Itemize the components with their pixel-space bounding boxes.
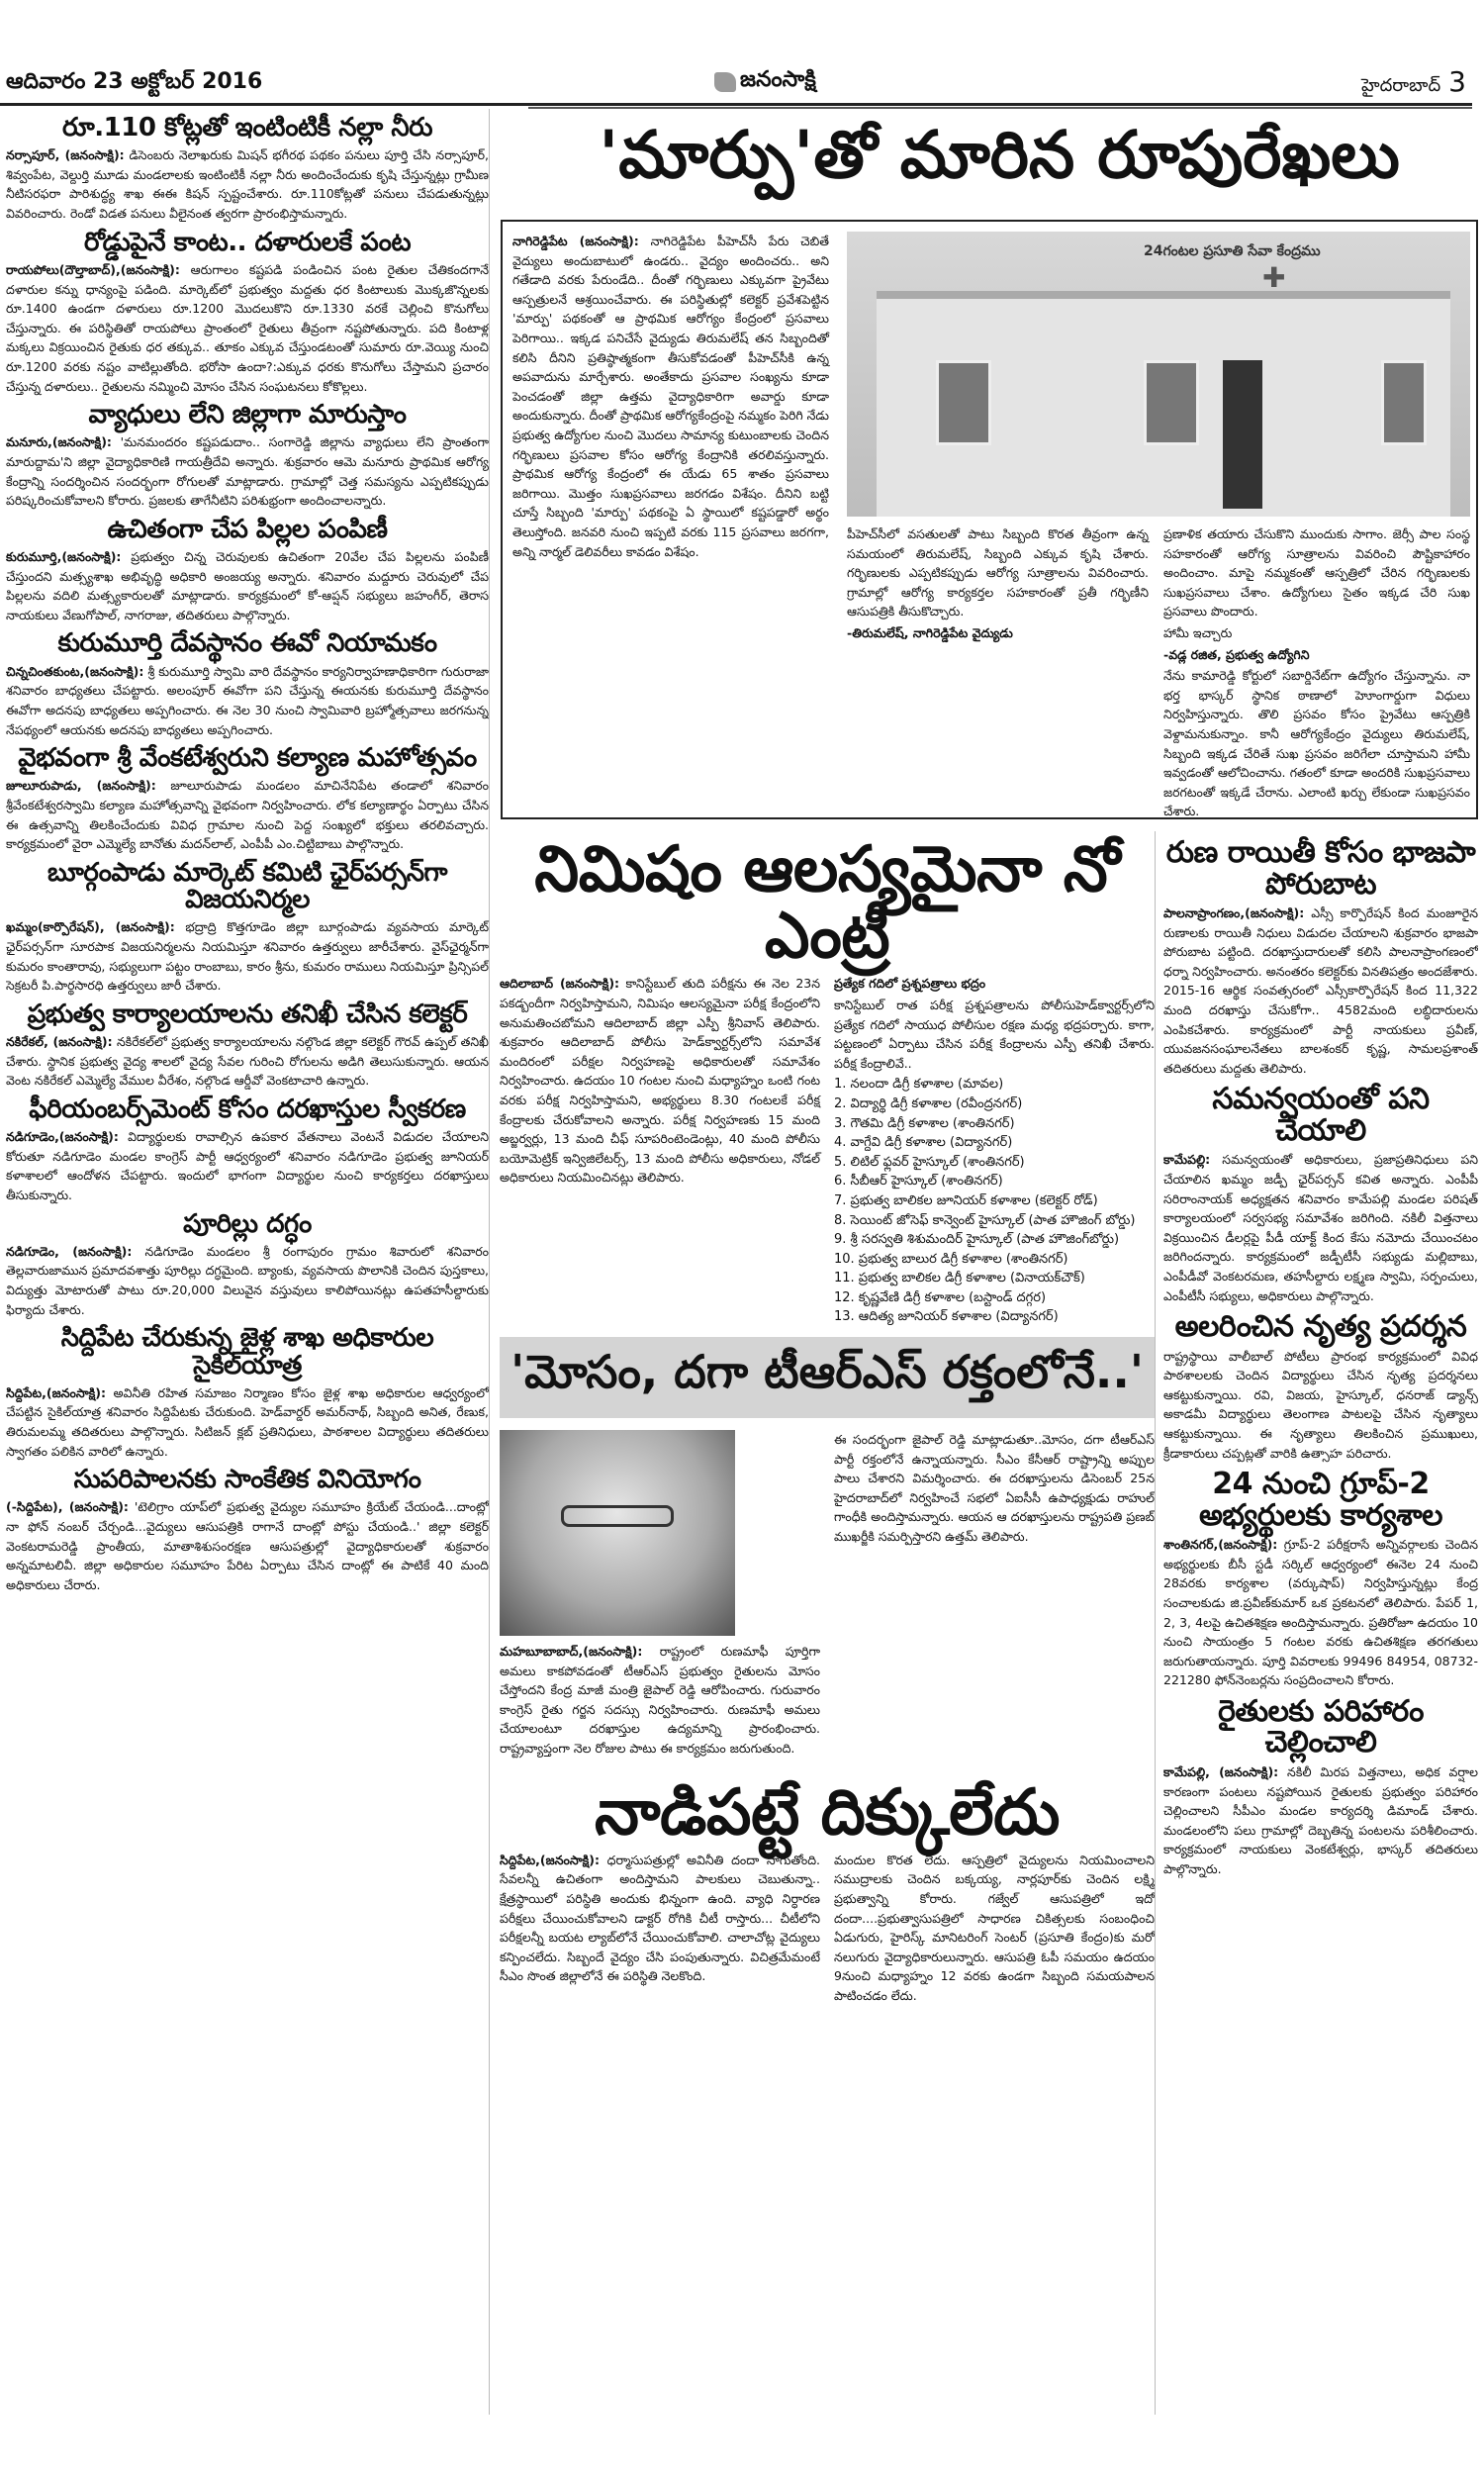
photo-window bbox=[1381, 360, 1427, 445]
article-text: ప్రభుత్వం చిన్న చెరువులకు ఉచితంగా 20వేల చేప పిల్లలను పంపిణీ చేస్తుందని మత్స్యశాఖ అభివృద్ధి అధికారి అంజయ్య అన్నారు. శనివారం మద్దూరు చెరువులో చేప పిల్లలను వదిలి మత్స్యకారులతో మాట్లాడారు. కార్యక్రమంలో కో-ఆప్షన్ సభ్యులు జహంగీర్, తెరాస నాయకులు వేణుగోపాల్, నాగరాజు, తదితరులు పాల్గొన్నారు. bbox=[6, 549, 489, 622]
page-number: 3 bbox=[1448, 65, 1466, 98]
article-text: డిసెంబరు నెలాఖరుకు మిషన్ భగీరథ పథకం పనులు పూర్తి చేసి నర్సాపూర్, శివ్వంపేట, వెల్దుర్తి మూడు మండలాలకు ఇంటింటికీ నల్లా నీరు అందించేందుకు కృషి చేస్తున్నట్లు గ్రామీణ నీటిసరఫరా పారిశుద్ధ్య శాఖ ఈఈ కిషన్ స్పష్టంచేశారు. రూ.110కోట్లతో పనులు చేపడుతున్నట్లు వివరించారు. రెండో విడత పనులు వీలైనంత త్వరగా ప్రారంభిస్తామన్నారు. bbox=[6, 147, 489, 222]
article-body bbox=[6, 1497, 489, 1594]
exam-centre-item: 10. ప్రభుత్వ బాలుర డిగ్రీ కళాశాల (శాంతినగర్) bbox=[834, 1251, 1068, 1267]
article-body bbox=[1163, 1762, 1478, 1879]
exam-centre-item: 2. విద్యార్థి డిగ్రీ కళాశాల (రవీంద్రనగర్) bbox=[834, 1095, 1023, 1111]
article bbox=[6, 514, 489, 625]
lead-story bbox=[501, 220, 1478, 819]
article-body bbox=[6, 776, 489, 853]
masthead bbox=[0, 0, 1484, 107]
lead-headline: 'మార్పు'తో మారిన రూపురేఖలు bbox=[599, 117, 1400, 193]
photo-signboard: 24గంటల ప్రసూతి సేవా కేంద్రము bbox=[1144, 243, 1321, 259]
article-headline: రుణ రాయితీ కోసం భాజపా పోరుబాట bbox=[1165, 835, 1476, 902]
article-dateline: ఆదిలాబాద్ (జనంసాక్షి): bbox=[500, 976, 620, 992]
article-headline: వ్యాధులు లేని జిల్లాగా మారుస్తాం bbox=[88, 400, 407, 430]
article-text: ఈ సందర్భంగా జైపాల్ రెడ్డి మాట్లాడుతూ..మోసం, దగా టీఆర్ఎస్ పార్టీ రక్తంలోనే ఉన్నాయన్నారు. సీఎం కేసీఆర్ రాష్ట్రాన్ని అప్పుల పాలు చేశారని విమర్శించారు. ఈ దరఖాస్తులను డిసెంబర్ 25న హైదరాబాద్‌లో నిర్వహించే సభలో ఏఐసీసీ ఉపాధ్యక్షుడు రాహుల్ గాంధీకి అందిస్తామన్నారు. ఆయన ఆ దరఖాస్తులను రాష్ట్రపతి ప్రణబ్ ముఖర్జీకి సమర్పిస్తారని ఉత్తమ్ తెలిపారు. bbox=[834, 1432, 1155, 1545]
article-headline: ప్రభుత్వ కార్యాలయాలను తనిఖీ చేసిన కలెక్టర్ bbox=[27, 999, 468, 1029]
article bbox=[6, 1096, 489, 1205]
issue-date: ఆదివారం 23 అక్టోబర్ 2016 bbox=[6, 69, 263, 94]
article-dateline: రాయపోలు(దౌల్తాబాద్),(జనంసాక్షి): bbox=[6, 261, 180, 277]
article-headline: సమన్వయంతో పని చేయాలి bbox=[1212, 1082, 1430, 1148]
article-text: శ్రీ కురుమూర్తి స్వామి వారి దేవస్థానం కార్యనిర్వాహణాధికారిగా గురురాజా శనివారం బాధ్యతలు చేపట్టారు. అలంపూర్ ఈవోగా పని చేస్తున్న ఈయనకు కురుమూర్తి దేవస్థానం ఈవోగా అదనపు బాధ్యతలు అప్పగించారు. ఈ నెల 30 నుంచి స్వామివారి బ్రహ్మోత్సవాలు జరగనున్న నేపథ్యంలో ఆయనకు అదనపు బాధ్యతలు అప్పగించారు. bbox=[6, 663, 489, 737]
article-trs bbox=[500, 1337, 1155, 1760]
article-text: భద్రాద్రి కొత్తగూడెం జిల్లా బూర్గంపాడు వ్యవసాయ మార్కెట్ ఛైర్‌పర్సన్‌గా సూరపాక విజయనిర్మలను నియమిస్తూ శనివారం ఉత్తర్వులు జారీచేశారు. వైస్‌ఛైర్మన్‌గా కుమరం కాంతారావు, సభ్యులుగా పట్టం రాంబాబు, కారం శ్రీను, కుమరం రాములు నియమిస్తూ ప్రిన్సిపల్ సెక్రటరీ పి.పార్థసారధి ఉత్తర్వులు జారీ చేశారు. bbox=[6, 919, 489, 994]
article-body bbox=[1163, 904, 1478, 1078]
article-headline: 24 నుంచి గ్రూప్-2 అభ్యర్థులకు కార్యశాల bbox=[1198, 1467, 1443, 1533]
article-text: సమన్వయంతో అధికారులు, ప్రజాప్రతినిధులు పని చేయాలిన ఖమ్మం జడ్పీ ఛైర్‌పర్సన్ కవిత అన్నారు. ఎంపీపీ సరిరాంనాయక్ అధ్యక్షతన శనివారం కామేపల్లి మండల పరిషత్ కార్యాలయంలో సర్వసభ్య సమావేశం జరిగింది. నకిలీ విత్తనాలు విక్రయించిన డీలర్లపై పీడీ యాక్ట్ కింద కేసు నమోదు చేయించటం జరిగిందన్నారు. కార్యక్రమంలో జడ్పీటీసీ సభ్యుడు మల్లిబాబు, ఎంపీడీవో వెంకటరమణ, తహసీల్దారు లక్ష్మణ స్వామి, సర్పంచులు, ఎంపీటీసీ సభ్యులు, అధికారులు పాల్గొన్నారు. bbox=[1163, 1152, 1478, 1303]
article-headline: పూరిల్లు దగ్ధం bbox=[183, 1208, 312, 1239]
article-body bbox=[6, 1032, 489, 1091]
exam-centre-item: 1. నలందా డిగ్రీ కళాశాల (మావల) bbox=[834, 1077, 1004, 1093]
article-headline: నాడిపట్టే దిక్కులేదు bbox=[595, 1775, 1060, 1850]
article-dateline: పాలనాప్రాంగణం,(జనంసాక్షి): bbox=[1163, 905, 1305, 920]
article-body bbox=[6, 1242, 489, 1319]
lead-dateline: నాగిరెడ్డిపేట (జనంసాక్షి): bbox=[512, 234, 639, 248]
article-subhead: ప్రత్యేక గదిలో ప్రశ్నపత్రాలు భద్రం bbox=[834, 976, 986, 992]
article-text: మందుల కొరత లేదు. ఆస్పత్రిలో వైద్యులను నియమించాలని సముద్రాలకు చెందిన బక్కయ్య, నార్లపూర్‌కు చెందిన లక్ష్మి ప్రభుత్వాన్ని కోరారు. గజ్వేల్ ఆసుపత్రిలో ఇదో దందా....ప్రభుత్వాసుపత్రిలో సాధారణ చికిత్సలకు సంబంధించి ఏడుగురు, హైరిస్క్ మానిటరింగ్ సెంటర్ (ప్రసూతి కేంద్రం)కు మరో నలుగురు వైద్యాధికారులున్నారు. ఆసుపత్రి ఓపీ సమయం ఉదయం 9నుంచి మధ్యాహ్నం 12 వరకు ఉండగా సిబ్బంది సమయపాలన పాటించడం లేదు. bbox=[834, 1852, 1155, 2003]
article-text: నకిలీ మిరప విత్తనాలు, అధిక వర్షాల కారణంగా పంటలు నష్టపోయిన రైతులకు ప్రభుత్వం పరిహారం చెల్లించాలని సీపీఎం మండల కార్యదర్శి డిమాండ్ చేశారు. మండలంలోని పలు గ్రామాల్లో దెబ్బతిన్న పంటలను పరిశీలించారు. కార్యక్రమంలో నాయకులు వెంకటేశ్వర్లు, భాస్కర్ తదితరులు పాల్గొన్నారు. bbox=[1163, 1763, 1478, 1876]
article-headline: నిమిషం ఆలస్యమైనా నో ఎంట్రీ bbox=[534, 833, 1120, 974]
lead-body-col2 bbox=[847, 524, 1149, 645]
article-dateline: నడిగూడెం, (జనంసాక్షి): bbox=[6, 1243, 133, 1259]
exam-centre-item: 8. సెయింట్ జోసెఫ్ కాన్వెంట్ హైస్కూల్ (పాత హౌజింగ్ బోర్డు) bbox=[834, 1212, 1136, 1228]
article bbox=[6, 1001, 489, 1091]
article-body bbox=[1163, 1347, 1478, 1464]
article-dateline: కామేపల్లి: bbox=[1163, 1152, 1211, 1168]
article bbox=[6, 115, 489, 224]
edition-city: హైదరాబాద్ bbox=[1361, 75, 1441, 96]
lead-body-col3 bbox=[1163, 524, 1470, 823]
exam-centre-item: 7. ప్రభుత్వ బాలికల జూనియర్ కళాశాల (కలెక్టర్ రోడ్) bbox=[834, 1192, 1098, 1208]
exam-centre-item: 12. కృష్ణవేణి డిగ్రీ కళాశాల (బస్టాండ్ దగ్గర) bbox=[834, 1289, 1047, 1305]
article-text: కానిస్టేబుల్ తుది పరీక్షను ఈ నెల 23న పకడ్బందీగా నిర్వహిస్తామని, నిమిషం ఆలస్యమైనా పరీక్ష కేంద్రంలోని అనుమతించబోమని ఆదిలాబాద్ జిల్లా ఎస్పీ శ్రీనివాస్ తెలిపారు. శుక్రవారం ఆదిలాబాద్ పోలీసు హెడ్‌క్వార్టర్స్‌లోని సమావేశ మందిరంలో పరీక్షల నిర్వహణపై అధికారులతో సమావేశం నిర్వహించారు. ఉదయం 10 గంటల నుంచి మధ్యాహ్నం ఒంటి గంట వరకు పరీక్ష నిర్వహిస్తామని, అభ్యర్థులు 8.30 గంటలకే పరీక్ష కేంద్రాలకు చేరుకోవాలని అన్నారు. పరీక్ష నిర్వహణకు 15 మంది అబ్జర్వర్లు, 13 మంది చీఫ్ సూపరింటెండెంట్లు, 40 మంది పోలీసు బయోమెట్రిక్ ఇన్విజిలేటర్స్, 13 మంది పోలీసు అధికారులు, నోడల్ అధికారులు నియమించినట్లు తెలిపారు. bbox=[500, 976, 820, 1186]
exam-centre-item: 5. లిటిల్ ఫ్లవర్ హైస్కూల్ (శాంతినగర్) bbox=[834, 1154, 1025, 1170]
article-body bbox=[1163, 1150, 1478, 1305]
article-headline: సిద్దిపేట చేరుకున్న జైళ్ల శాఖ అధికారుల సైకిల్‌యాత్ర bbox=[60, 1323, 434, 1380]
masthead-rule-secondary bbox=[528, 107, 1472, 109]
article-exam bbox=[500, 833, 1155, 1327]
middle-column bbox=[500, 831, 1156, 2415]
article-text: నడిగూడెం మండలం శ్రీ రంగాపురం గ్రామం శివారులో శనివారం తెల్లవారుజామున ప్రమాదవశాత్తు పూరిల్లు దగ్ధమైంది. బ్యాంకు, వ్యవసాయ పొలానికి చెందిన పుస్తకాలు, విద్యుత్తు మోటారుతో పాటు రూ.20,000 విలువైన వస్తువులు కాలిపోయినట్లు ఉపతహసీల్దారుకు ఫిర్యాదు చేశారు. bbox=[6, 1243, 489, 1317]
exam-centre-item: 11. ప్రభుత్వ బాలికల డిగ్రీ కళాశాల (వినాయక్‌చౌక్) bbox=[834, 1271, 1085, 1286]
article-headline: రూ.110 కోట్లతో ఇంటింటికీ నల్లా నీరు bbox=[62, 113, 432, 143]
article-text: 'మనమందరం కష్టపడుదాం.. సంగారెడ్డి జిల్లాను వ్యాధులు లేని ప్రాంతంగా మారుద్దామ'ని జిల్లా వైద్యాధికారిణి గాయత్రీదేవి అన్నారు. శుక్రవారం ఆమె మనూరు ప్రాథమిక ఆరోగ్య కేంద్రాన్ని సందర్శించిన సందర్భంగా రోగులతో మాట్లాడారు. గ్రామాల్లో చెత్త సమస్యను ఎప్పటికప్పుడు పరిష్కరించుకోవాలని కోరారు. ప్రజలకు తాగేనీటిని పరిశుభ్రంగా అందించాలన్నారు. bbox=[6, 434, 489, 509]
article-dateline: జూలూరుపాడు, (జనంసాక్షి): bbox=[6, 778, 156, 794]
right-column bbox=[1163, 831, 1478, 2415]
article bbox=[6, 227, 489, 396]
lead-col3-text2: నేను కామారెడ్డి కోర్టులో సబార్డినేట్‌గా ఉద్యోగం చేస్తున్నాను. నా భర్త భాస్కర్ స్థానిక ఠాణాలో హెూంగార్డుగా విధులు నిర్వహిస్తున్నారు. తొలి ప్రసవం కోసం ప్రైవేటు ఆస్పత్రికి వెళ్దామనుకున్నాం. కానీ ఆరోగ్యకేంద్రం వైద్యులు తిరుమలేష్, సిబ్బంది ఇక్కడ చేరితే సుఖ ప్రసవం జరిగేలా చూస్తామని హామీ ఇవ్వడంతో ఆలోచించాను. గతంలో కూడా అందరికి సుఖప్రసవాలు జరగటంతో ఇక్కడే చేరాను. ఎలాంటి ఖర్చు లేకుండా సుఖప్రసవం చేశారు. bbox=[1163, 668, 1470, 819]
exam-centre-list bbox=[834, 1075, 1155, 1327]
photo-window bbox=[936, 360, 991, 445]
article-headline: కురుమూర్తి దేవస్థానం ఈవో నియామకం bbox=[57, 628, 437, 659]
article-text: ధర్మాసుపత్రుల్లో అవినీతి దందా సాగుతోంది. సేవలన్నీ ఉచితంగా అందిస్తామని పాలకులు చెబుతున్నా.. క్షేత్రస్థాయిలో పరిస్థితి అందుకు భిన్నంగా ఉంది. వ్యాధి నిర్ధారణ పరీక్షలు చేయించుకోవాలని డాక్టర్ రోగికి చీటీ రాస్తారు... చీటీలోని పరీక్షలన్నీ బయట ల్యాబ్‌లోనే చేయించుకోవాలి. చాలాచోట్ల వైద్యులు కన్పించలేదు. సిబ్బందే వైద్యం చేసి పంపుతున్నారు. విచిత్రమేమంటే సీఎం సొంత జిల్లాలోనే ఈ పరిస్థితి నెలకొంది. bbox=[500, 1852, 820, 1984]
exam-centre-item: 9. శ్రీ సరస్వతి శిశుమందిర్ హైస్కూల్ (పాత హౌజింగ్‌బోర్డు) bbox=[834, 1232, 1120, 1248]
article-hospital bbox=[500, 1775, 1155, 2008]
article bbox=[1163, 1084, 1478, 1305]
phc-building-photo bbox=[847, 232, 1470, 517]
article-headline: 'మోసం, దగా టీఆర్ఎస్ రక్తంలోనే..' bbox=[500, 1337, 1155, 1418]
article bbox=[1163, 1469, 1478, 1690]
photo-caption: పీహెచ్‌సీలో వసతులతో పాటు సిబ్బంది కొరత తీవ్రంగా ఉన్న సమయంలో తిరుమలేష్, సిబ్బంది ఎక్కువ కృషి చేశారు. గర్భిణులకు ఎప్పటికప్పుడు ఆరోగ్య సూత్రాలను వివరించారు. గ్రామాల్లో ఆరోగ్య కార్యకర్తల సహకారంతో ప్రతీ గర్భిణీని ఆసుపత్రికి తీసుకొచ్చారు. bbox=[847, 526, 1149, 619]
article-body bbox=[6, 547, 489, 624]
lead-text: నాగిరెడ్డిపేట పీహెచ్‌సీ పేరు చెబితే వైద్యులు అందుబాటులో ఉండరు.. వైద్యం అందించరు.. అని గతేడాది వరకు పేరుండేది.. దీంతో గర్భిణులు ఎక్కువగా ప్రైవేటు ఆస్పత్రులనే ఆశ్రయించేవారు. ఈ పరిస్థితుల్లో కలెక్టర్ ప్రవేశపెట్టిన 'మార్పు' పథకంతో ఆ ప్రాథమిక ఆరోగ్యం కేంద్రంలో ప్రసవాలు పెరిగాయి.. ఇక్కడ పనిచేసే వైద్యుడు తిరుమలేష్ తన సిబ్బందితో కలిసి దీనిని ప్రతిష్ఠాత్మకంగా తీసుకోవడంతో పీహెచ్‌సీకి ఉన్న అపవాదును మార్చేశారు. అంతేకాదు ప్రసవాల సంఖ్యను కూడా పెంచడంతో జిల్లా ఉత్తమ వైద్యాధికారిగా అవార్డు కూడా అందుకున్నారు. దీంతో ప్రాథమిక ఆరోగ్యకేంద్రంపై నమ్మకం పెరిగి నేడు ప్రభుత్వ ఉద్యోగుల నుంచి మొదలు సామాన్య కుటుంబాలకు చెందిన గర్భిణులు ప్రసవాల కోసం ఆరోగ్య కేంద్రానికి తరలివస్తున్నారు. ప్రాథమిక ఆరోగ్య కేంద్రంలో ఈ యేడు 65 శాతం ప్రసవాలు జరిగాయి. మొత్తం సుఖప్రసవాలు జరగడం విశేషం. దీనిని బట్టి చూస్తే సిబ్బంది 'మార్పు' పథకంపై ఏ స్థాయిలో కష్టపడ్డారో అర్థం తెలుస్తోంది. జనవరి నుంచి ఇప్పటి వరకు 115 ప్రసవాలు జరగగా, అన్ని నార్మల్ డెలివరీలు కావడం విశేషం. bbox=[512, 234, 829, 559]
exam-centre-item: 4. వాగ్దేవి డిగ్రీ కళాశాల (విద్యానగర్) bbox=[834, 1135, 1013, 1151]
article-text: గ్రూప్-2 పరీక్షరాసే అన్నివర్గాలకు చెందిన అభ్యర్థులకు బీసీ స్టడీ సర్కిల్ ఆధ్వర్యంలో ఈనెల 24 నుంచి 28వరకు కార్యశాల (వర్కుషాప్) నిర్వహిస్తున్నట్లు కేంద్ర సంచాలకుడు జి.ప్రవీణ్‌కుమార్ ఒక ప్రకటనలో తెలిపారు. పేపర్ 1, 2, 3, 4లపై ఉచితశిక్షణ అందిస్తామన్నారు. ప్రతిరోజూ ఉదయం 10 నుంచి సాయంత్రం 5 గంటల వరకు ఉచితశిక్షణ తరగతులు జరుగుతాయన్నారు. పూర్తి వివరాలకు 99496 84954, 08732-221280 ఫోన్‌నెంబర్లను సంప్రదించాలని కోరారు. bbox=[1163, 1537, 1478, 1688]
article-text: కానిస్టేబుల్ రాత పరీక్ష ప్రశ్నపత్రాలను పోలీసుహెడ్‌క్వార్టర్స్‌లోని ప్రత్యేక గదిలో సాయుధ పోలీసుల రక్షణ మధ్య భద్రపర్చారు. కాగా, పట్టణంలో ఏర్పాటు చేసిన పరీక్ష కేంద్రాలను ఎస్పీ తనిఖీ చేశారు. పరీక్ష కేంద్రాలివే.. bbox=[834, 997, 1155, 1071]
article-text: రాష్ట్రస్థాయి వాలీబాల్ పోటీలు ప్రారంభ కార్యక్రమంలో వివిధ పాఠశాలలకు చెందిన విద్యార్థులు చేసిన నృత్య ప్రదర్శనలు ఆకట్టుకున్నాయి. రవి, విజయ, హైస్కూల్, ధనరాజ్ డ్యాన్స్ అకాడమీ విద్యార్థులు తెలంగాణ పాటలపై చేసిన నృత్యాలు ఆకట్టుకున్నాయి. ఈ నృత్యాలు తిలకించిన ప్రముఖులు, క్రీడాకారులు చప్పట్లతో వారికి ఉత్సాహ పరిచారు. bbox=[1163, 1348, 1478, 1461]
article-dateline: కామేపల్లి, (జనంసాక్షి): bbox=[1163, 1763, 1279, 1779]
article-headline: వైభవంగా శ్రీ వేంకటేశ్వరుని కల్యాణ మహోత్సవం bbox=[18, 743, 477, 774]
article bbox=[6, 402, 489, 511]
article-dateline: సిద్దిపేట,(జనంసాక్షి): bbox=[500, 1852, 600, 1867]
article-headline: రోడ్డుపైనే కాంట.. దళారులకే పంట bbox=[83, 227, 412, 257]
article bbox=[6, 1467, 489, 1594]
quote-signoff: -తిరుమలేష్, నాగిరెడ్డిపేట వైద్యుడు bbox=[847, 624, 1013, 640]
article-headline: ఉచితంగా చేప పిల్లల పంపిణీ bbox=[107, 514, 388, 544]
article-dateline: నకిరేకల్, (జనంసాక్షి): bbox=[6, 1034, 113, 1050]
article-headline: రైతులకు పరిహారం చెల్లించాలి bbox=[1218, 1693, 1424, 1760]
article bbox=[6, 857, 489, 996]
article-text: రాష్ట్రంలో రుణమాఫీ పూర్తిగా అమలు కాకపోవడంతో టీఆర్ఎస్ ప్రభుత్వం రైతులను మోసం చేస్తోందని కేంద్ర మాజీ మంత్రి జైపాల్ రెడ్డి ఆరోపించారు. గురువారం కాంగ్రెస్ రైతు గర్జన సదస్సు నిర్వహించారు. రుణమాఫీ అమలు చేయాలంటూ దరఖాస్తుల ఉద్యమాన్ని ప్రారంభించారు. రాష్ట్రవ్యాప్తంగా నెల రోజుల పాటు ఈ కార్యక్రమం జరుగుతుంది. bbox=[500, 1644, 820, 1757]
medical-cross-icon: ✚ bbox=[1262, 261, 1286, 294]
left-column bbox=[6, 109, 490, 2415]
article bbox=[1163, 1693, 1478, 1879]
article-text: నకిరేకల్‌లో ప్రభుత్వ కార్యాలయాలను నల్గొండ జిల్లా కలెక్టర్ గౌరవ్ ఉప్పల్ తనిఖీ చేశారు. స్థానిక ప్రభుత్వ వైద్య శాలలో వైద్య సేవల గురించి రోగులను అడిగి తెలుసుకున్నారు. ఆయన వెంట నకిరేకల్ ఎమ్మెల్యే వేముల వీరేశం, నల్గొండ ఆర్డీవో వెంకటాచారి ఉన్నారు. bbox=[6, 1034, 489, 1089]
article bbox=[6, 1208, 489, 1320]
masthead-rule bbox=[0, 103, 1472, 106]
article-body bbox=[6, 432, 489, 510]
article-text: అవినీతి రహిత సమాజం నిర్మాణం కోసం జైళ్ల శాఖ అధికారుల ఆధ్వర్యంలో చేపట్టిన సైకిల్‌యాత్ర శనివారం సిద్దిపేటకు చేరుకుంది. హెడ్‌వార్డర్ అమర్‌నాథ్, సిబ్బంది అనిత, రేణుక, తిరుమలమ్మ తదితరులు పాల్గొన్నారు. సిటిజన్ క్లబ్ ప్రతినిధులు, పాఠశాలల విద్యార్థులు తదితరులు స్వాగతం పలికిన వారిలో ఉన్నారు. bbox=[6, 1384, 489, 1459]
article-dateline: శాంతినగర్,(జనంసాక్షి): bbox=[1163, 1537, 1278, 1553]
article-text: జూలూరుపాడు మండలం మాచినేనిపేట తండాలో శనివారం శ్రీవేంకటేశ్వరస్వామి కల్యాణ మహోత్సవాన్ని వైభవంగా నిర్వహించారు. లోక కల్యాణార్థం ఏర్పాటు చేసిన ఈ ఉత్సవాన్ని తిలకించేందుకు వివిధ గ్రామాల నుంచి పెద్ద సంఖ్యలో భక్తులు తరలివచ్చారు. కార్యక్రమంలో వైరా ఎమ్మెల్యే బానోతు మదన్‌లాల్, ఎంపీపీ ఎం.చిట్టిబాబు పాల్గొన్నారు. bbox=[6, 778, 489, 852]
article bbox=[1163, 1311, 1478, 1463]
article-dateline: నడిగూడెం,(జనంసాక్షి): bbox=[6, 1129, 119, 1145]
article bbox=[6, 745, 489, 854]
lead-body-col1 bbox=[512, 232, 829, 563]
lead-subhead: హామీ ఇచ్చారు bbox=[1163, 624, 1233, 640]
exam-centre-item: 6. సీబీఆర్ హైస్కూల్ (శాంతినగర్) bbox=[834, 1174, 1003, 1189]
article-body bbox=[6, 145, 489, 223]
article-dateline: చిన్నచింతకుంట,(జనంసాక్షి): bbox=[6, 663, 144, 679]
logo-text: జనంసాక్షి bbox=[740, 67, 816, 92]
portrait-glasses bbox=[561, 1505, 674, 1527]
photo-window bbox=[1144, 360, 1199, 445]
article-dateline: మహబూబాబాద్,(జనంసాక్షి): bbox=[500, 1644, 643, 1660]
article-body bbox=[6, 260, 489, 396]
article bbox=[6, 1325, 489, 1461]
article bbox=[1163, 837, 1478, 1078]
article-dateline: సిద్దిపేట,(జనంసాక్షి): bbox=[6, 1384, 106, 1400]
article-body bbox=[6, 1383, 489, 1461]
photo-door bbox=[1223, 360, 1262, 509]
article-dateline: కురుమూర్తి,(జనంసాక్షి): bbox=[6, 549, 122, 565]
article-dateline: ఖమ్మం(కార్పొరేషన్), (జనంసాక్షి): bbox=[6, 919, 175, 935]
exam-centre-item: 13. ఆదిత్య జూనియర్ కళాశాల (విద్యానగర్) bbox=[834, 1309, 1059, 1325]
article-text: ఆరుగాలం కష్టపడి పండించిన పంట రైతుల చేతికందగానే దళారుల కన్ను ధాన్యంపై పడింది. మార్కెట్‌లో ప్రభుత్వం మద్దతు ధర కింటాలుకు మొక్కజొన్నలకు రూ.1400 ఉండగా దళారులు రూ.1200 మొదలుకొని రూ.1330 వరకే చెల్లించి కొనుగోలు చేస్తున్నారు. ఈ పరిస్థితితో రాయపోలు ప్రాంతంలో రైతులు తీవ్రంగా నష్టపోతున్నారు. పది కింటాళ్ల మక్కలు విక్రయించిన రైతుకు ధర తక్కువ.. తూకం ఎక్కువ చేస్తుండటంతో సుమారు రూ.వెయ్యి నుంచి రూ.1200 వరకు నష్టం వాటిల్లుతోంది. భరోసా ఉందా?:ఎక్కువ ధరకు కొనుగోలు చేస్తామని ప్రచారం చేస్తున్న దళారులు.. రైతులను నమ్మించి మోసం చేసిన సంఘటనలు కోకొల్లలు. bbox=[6, 261, 489, 394]
article-body bbox=[6, 1127, 489, 1204]
politician-portrait bbox=[500, 1430, 735, 1636]
article-body bbox=[6, 917, 489, 995]
article bbox=[6, 630, 489, 739]
article-headline: సుపరిపాలనకు సాంకేతిక వినియోగం bbox=[73, 1465, 421, 1495]
exam-centre-item: 3. గౌతమి డిగ్రీ కళాశాల (శాంతినగర్) bbox=[834, 1115, 1015, 1131]
article-dateline: (-సిద్దిపేట), (జనంసాక్షి): bbox=[6, 1499, 129, 1515]
article-body bbox=[1163, 1535, 1478, 1690]
article-dateline: నర్సాపూర్, (జనంసాక్షి): bbox=[6, 147, 125, 163]
article-dateline: మనూరు,(జనంసాక్షి): bbox=[6, 434, 112, 450]
lead-byline: -వడ్ల రజిత, ప్రభుత్వ ఉద్యోగిని bbox=[1163, 646, 1310, 662]
article-headline: అలరించిన నృత్య ప్రదర్శన bbox=[1174, 1309, 1467, 1345]
article-text: 'టెలిగ్రాం యాప్‌లో ప్రభుత్వ వైద్యుల సమూహం క్రియేట్ చేయండి...దాంట్లో నా ఫోన్ నంబర్ చేర్చండి...వైద్యులు ఆసుపత్రికి రాగానే దాంట్లో పోస్టు చేయండి..' జిల్లా కలెక్టర్ వెంకటరామరెడ్డి ప్రాంతీయ, మాతాశిశుసంరక్షణ ఆసుపత్రుల్లో వైద్యాధికారులతో శుక్రవారం అన్నమాటలివీ. జిల్లా అధికారుల సమూహం పేరిట ఏర్పాటు చేసిన దాంట్లో ఈ పాటికే 40 మంది అధికారులు చేరారు. bbox=[6, 1499, 489, 1592]
article-headline: ఫీరియంబర్స్‌మెంట్ కోసం దరఖాస్తుల స్వీకరణ bbox=[29, 1094, 466, 1124]
lead-col3-text: ప్రణాళిక తయారు చేసుకొని ముందుకు సాగాం. జెర్సీ పాల సంస్థ సహకారంతో ఆరోగ్య సూత్రాలను వివరించి పౌష్టికాహారం అందించాం. మాపై నమ్మకంతో ఆస్పత్రిలో చేరిన గర్భిణులకు సుఖప్రసవాలు చేశాం. ఉద్యోగులు సైతం ఇక్కడ చేరి సుఖ ప్రసవాలు పొందారు. bbox=[1163, 526, 1470, 619]
article-text: విద్యార్థులకు రావాల్సిన ఉపకార వేతనాలు వెంటనే విడుదల చేయాలని కోరుతూ నడిగూడెం మండల కాంగ్రెస్ పార్టీ ఆధ్వర్యంలో శనివారం నడిగూడెం ప్రభుత్వ జూనియర్ కళాశాలలో ఆందోళన చేపట్టారు. ఇందులో భాగంగా విద్యార్థుల నుంచి కార్యకర్తలు దరఖాస్తులు తీసుకున్నారు. bbox=[6, 1129, 489, 1202]
article-body bbox=[6, 662, 489, 739]
telangana-map-icon bbox=[714, 72, 736, 92]
edition-label bbox=[1361, 65, 1466, 100]
article-text: ఎస్సీ కార్పొరేషన్ కింద మంజూరైన రుణాలకు రాయితీ నిధులు విడుదల చేయాలని శుక్రవారం భాజపా పోరుబాట పట్టింది. దరఖాస్తుదారులతో కలిసి పాలనాప్రాంగణంలో ధర్నా నిర్వహించారు. అనంతరం కలెక్టర్‌కు వినతిపత్రం అందజేశారు. 2015-16 ఆర్థిక సంవత్సరంలో ఎస్సీకార్పొరేషన్ కింద 11,322 మంది దరఖాస్తు చేసుకోగా.. 4582మంది లబ్ధిదారులను ఎంపికచేశారు. కార్యక్రమంలో పార్టీ నాయకులు ప్రవీణ్, యువజనసంఘాలనేతలు బాలశంకర్ కృష్ణ, సామలప్రశాంత్ తదితరులు మద్దతు తెలిపారు. bbox=[1163, 905, 1478, 1076]
article-headline: బూర్గంపాడు మార్కెట్ కమిటి ఛైర్‌పర్సన్‌గా విజయనిర్మల bbox=[47, 857, 447, 915]
newspaper-logo bbox=[714, 67, 816, 97]
